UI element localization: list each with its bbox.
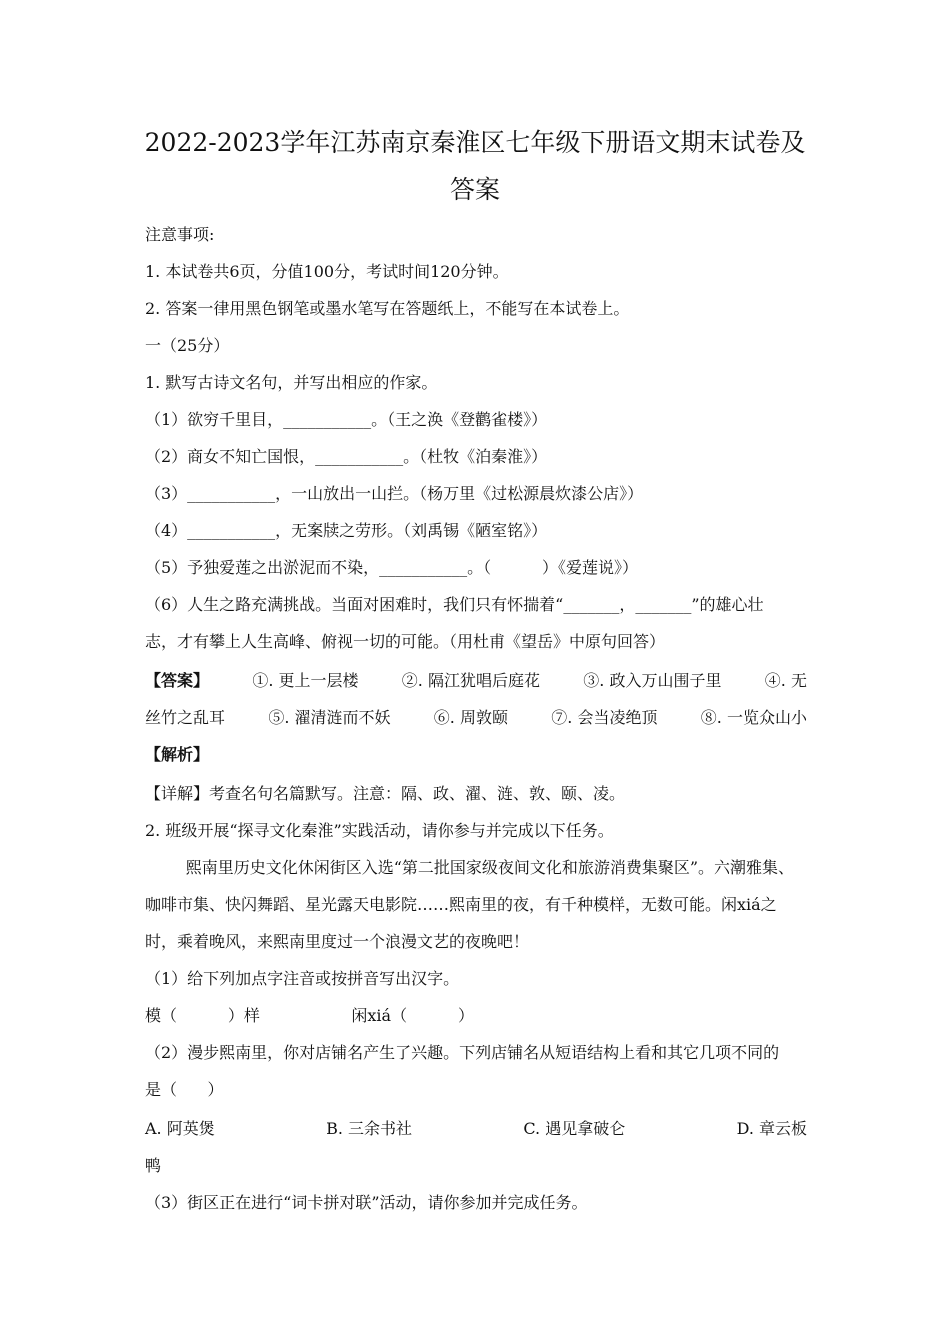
section-heading: 一（25分）	[145, 336, 230, 355]
question-1-item-6: （6）人生之路充满挑战。当面对困难时，我们只有怀揣着“_______，_______”的雄心壮	[145, 595, 764, 614]
option-c: C. 遇见拿破仑	[523, 1119, 626, 1138]
question-1-item-5: （5）予独爱莲之出淤泥而不染，___________。（ ）《爱莲说》）	[145, 558, 639, 577]
sub-question-2-line-2: 是（ ）	[145, 1080, 224, 1099]
option-d: D. 章云板	[736, 1119, 807, 1138]
answer-item: 丝竹之乱耳	[145, 708, 226, 727]
answer-item: ①. 更上一层楼	[252, 671, 359, 690]
notice-heading: 注意事项:	[145, 225, 215, 244]
question-1-item-1: （1）欲穷千里目，___________。（王之涣《登鹳雀楼》）	[145, 410, 548, 429]
passage-line-1: 熙南里历史文化休闲街区入选“第二批国家级夜间文化和旅游消费集聚区”。六潮雅集、	[145, 858, 795, 877]
question-1-prompt: 1. 默写古诗文名句，并写出相应的作家。	[145, 373, 438, 392]
document-title-line-1: 2022-2023学年江苏南京秦淮区七年级下册语文期末试卷及	[144, 128, 806, 157]
question-1-item-2: （2）商女不知亡国恨，___________。（杜牧《泊秦淮》）	[145, 447, 548, 466]
sub-question-1-items: 模（ ）样 闲xiá（ ）	[145, 1006, 474, 1025]
answer-label: 【答案】	[145, 671, 210, 690]
analysis-label: 【解析】	[145, 745, 210, 764]
answer-item: ④. 无	[764, 671, 807, 690]
answer-item: ②. 隔江犹唱后庭花	[401, 671, 540, 690]
option-a: A. 阿英煲	[145, 1119, 215, 1138]
answer-row-1	[145, 670, 807, 692]
answer-item: ③. 政入万山围子里	[583, 671, 722, 690]
passage-line-3: 时，乘着晚风，来熙南里度过一个浪漫文艺的夜晚吧！	[145, 932, 530, 951]
answer-item: ⑤. 濯清涟而不妖	[268, 708, 391, 727]
option-d-wrap: 鸭	[145, 1156, 162, 1175]
options-row	[145, 1118, 807, 1140]
question-2-prompt: 2. 班级开展“探寻文化秦淮”实践活动，请你参与并完成以下任务。	[145, 821, 614, 840]
answer-item: ⑧. 一览众山小	[700, 708, 807, 727]
answer-item: ⑥. 周敦颐	[433, 708, 508, 727]
passage-line-2: 咖啡市集、快闪舞蹈、星光露天电影院……熙南里的夜，有千种模样，无数可能。闲xiá之	[145, 895, 777, 914]
sub-question-3: （3）街区正在进行“词卡拼对联”活动，请你参加并完成任务。	[145, 1193, 588, 1212]
detail-text: 【详解】考查名句名篇默写。注意：隔、政、濯、涟、敦、颐、凌。	[145, 784, 626, 803]
option-b: B. 三余书社	[326, 1119, 413, 1138]
sub-question-2-line-1: （2）漫步熙南里，你对店铺名产生了兴趣。下列店铺名从短语结构上看和其它几项不同的	[145, 1043, 780, 1062]
question-1-item-3: （3）___________，一山放出一山拦。（杨万里《过松源晨炊漆公店》）	[145, 484, 644, 503]
answer-row-2	[145, 707, 807, 729]
notice-item-1: 1. 本试卷共6页，分值100分，考试时间120分钟。	[145, 262, 509, 281]
sub-question-1: （1）给下列加点字注音或按拼音写出汉字。	[145, 969, 460, 988]
answer-item: ⑦. 会当凌绝顶	[551, 708, 658, 727]
question-1-item-6-cont: 志，才有攀上人生高峰、俯视一切的可能。（用杜甫《望岳》中原句回答）	[145, 632, 666, 651]
document-title-line-2: 答案	[449, 175, 500, 204]
question-1-item-4: （4）___________，无案牍之劳形。（刘禹锡《陋室铭》）	[145, 521, 548, 540]
notice-item-2: 2. 答案一律用黑色钢笔或墨水笔写在答题纸上，不能写在本试卷上。	[145, 299, 630, 318]
